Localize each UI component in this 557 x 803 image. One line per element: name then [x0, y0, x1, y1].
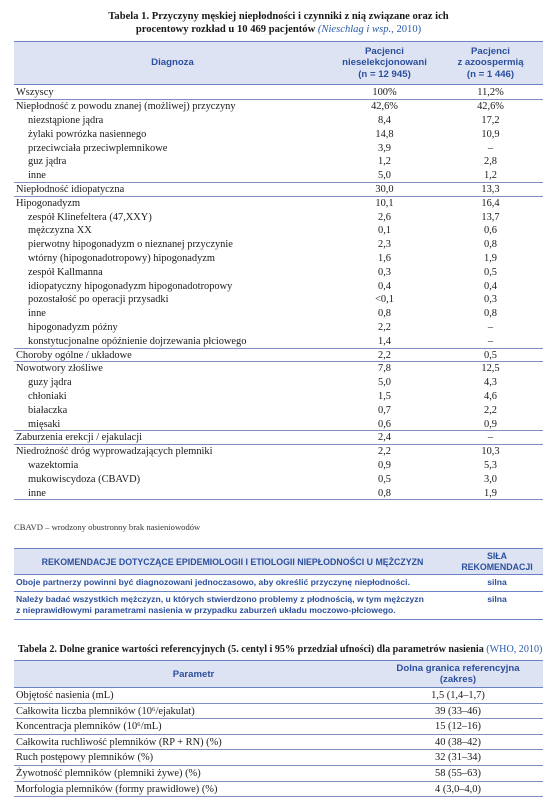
table1-cell-unselected: 0,9: [378, 459, 391, 471]
table1-cell-azoospermia: 0,8: [484, 239, 497, 251]
table1-cell-unselected: 1,6: [378, 252, 391, 264]
recommendation-row: [14, 592, 543, 620]
table1-row: [14, 183, 543, 197]
table1-cell-azoospermia: 1,9: [484, 487, 497, 499]
table1-cell-unselected: 3,9: [378, 142, 391, 154]
table1-row: [14, 155, 543, 169]
table1-cell-azoospermia: 0,3: [484, 294, 497, 306]
table1-cell-unselected: 0,6: [378, 418, 391, 430]
table1-cell-diagnosis: mukowiscydoza (CBAVD): [28, 473, 141, 485]
table1-cell-unselected: 0,1: [378, 225, 391, 237]
table1-cell-unselected: 0,4: [378, 280, 391, 292]
table2-row: [14, 782, 543, 798]
table1-cell-azoospermia: 10,3: [481, 446, 500, 458]
table1-row: [14, 390, 543, 404]
table1-row: [14, 418, 543, 432]
table1: [14, 41, 543, 500]
table1-cell-azoospermia: 11,2%: [477, 87, 504, 98]
table1-header-azoospermia: Pacjenci z azoospermią (n = 1 446): [457, 45, 524, 80]
table1-row: [14, 266, 543, 280]
table1-header-diagnosis: Diagnoza: [151, 57, 194, 69]
table1-cell-unselected: <0,1: [375, 294, 394, 306]
table2-body: [14, 688, 543, 797]
table1-cell-unselected: 0,7: [378, 404, 391, 416]
table2-row: [14, 735, 543, 751]
table2-row: [14, 719, 543, 735]
table1-cell-azoospermia: 13,7: [481, 211, 500, 223]
table1-cell-diagnosis: Wszyscy: [16, 87, 54, 98]
table1-row: [14, 307, 543, 321]
table1-row: [14, 128, 543, 142]
recommendation-text: Oboje partnerzy powinni być diagnozowani jednoczasowo, aby określić przyczynę niepłodności.: [16, 577, 410, 587]
table1-row: [14, 197, 543, 211]
table1-row: [14, 487, 543, 501]
table1-cell-unselected: 2,4: [378, 432, 391, 444]
table1-cell-diagnosis: inne: [28, 170, 46, 182]
table2-cell-limit: 40 (38–42): [435, 736, 481, 748]
table2-cell-parameter: Całkowita liczba plemników (10⁶/ejakulat): [16, 705, 195, 717]
table1-cell-diagnosis: inne: [28, 308, 46, 320]
table1-cell-azoospermia: 0,5: [484, 349, 497, 361]
table1-cell-azoospermia: 3,0: [484, 473, 497, 485]
table1-cell-unselected: 100%: [372, 87, 397, 98]
table1-cell-unselected: 2,2: [378, 349, 391, 361]
table1-cell-azoospermia: 5,3: [484, 459, 497, 471]
table1-title: [40, 10, 517, 36]
recommendations-table: [14, 548, 543, 620]
table1-cell-azoospermia: 42,6%: [477, 101, 504, 113]
recommendations-header-strength: SIŁA REKOMENDACJI: [461, 551, 533, 572]
table1-row: [14, 280, 543, 294]
table2-cell-parameter: Koncentracja plemników (10⁶/mL): [16, 721, 162, 733]
table1-cell-diagnosis: Zaburzenia erekcji / ejakulacji: [16, 432, 143, 444]
table1-cell-diagnosis: chłoniaki: [28, 390, 67, 402]
table1-cell-azoospermia: 0,6: [484, 225, 497, 237]
table1-cell-azoospermia: 1,9: [484, 252, 497, 264]
table1-cell-azoospermia: 2,2: [484, 404, 497, 416]
table1-cell-diagnosis: mężczyzna XX: [28, 225, 92, 237]
recommendations-header-title: REKOMENDACJE DOTYCZĄCE EPIDEMIOLOGII I ETIOLOGII NIEPŁODNOŚCI U MĘŻCZYZN: [41, 556, 424, 567]
table1-row: [14, 473, 543, 487]
table1-cell-azoospermia: 0,4: [484, 280, 497, 292]
table1-cell-unselected: 7,8: [378, 363, 391, 375]
table2-cell-parameter: Objętość nasienia (mL): [16, 690, 114, 701]
recommendation-row: [14, 575, 543, 592]
table1-row: [14, 335, 543, 349]
table1-cell-azoospermia: 10,9: [481, 128, 500, 140]
table1-cell-diagnosis: guzy jądra: [28, 377, 72, 389]
table1-cell-diagnosis: niezstąpione jądra: [28, 114, 104, 126]
table1-cell-unselected: 42,6%: [371, 101, 398, 113]
table1-cell-diagnosis: Niepłodność z powodu znanej (możliwej) przyczyny: [16, 101, 236, 113]
table1-header: [14, 41, 543, 85]
table1-row: [14, 362, 543, 376]
table1-cell-azoospermia: 4,6: [484, 390, 497, 402]
table1-cell-unselected: 2,3: [378, 239, 391, 251]
table1-row: [14, 169, 543, 183]
table2-row: [14, 750, 543, 766]
table1-title-ref[interactable]: (Nieschlag i wsp.,: [317, 24, 394, 35]
table1-cell-diagnosis: guz jądra: [28, 156, 67, 168]
table1-cell-diagnosis: zespół Klinefeltera (47,XXY): [28, 211, 152, 223]
table1-cell-diagnosis: białaczka: [28, 404, 68, 416]
table1-row: [14, 238, 543, 252]
table2-cell-parameter: Morfologia plemników (formy prawidłowe) (%): [16, 783, 218, 795]
table1-cell-azoospermia: –: [487, 432, 494, 444]
table1-cell-azoospermia: 13,3: [481, 183, 500, 195]
table1-cell-azoospermia: 0,8: [484, 308, 497, 320]
table1-cell-unselected: 1,2: [378, 156, 391, 168]
table1-cell-azoospermia: 16,4: [481, 197, 500, 209]
table1-cell-diagnosis: idiopatyczny hipogonadyzm hipogonadotropowy: [28, 280, 233, 292]
table2-cell-limit: 58 (55–63): [435, 767, 481, 779]
table1-row: [14, 224, 543, 238]
table1-cell-azoospermia: –: [487, 321, 494, 333]
table1-cell-diagnosis: Niedrożność dróg wyprowadzających plemniki: [16, 446, 213, 458]
table2-cell-limit: 4 (3,0–4,0): [435, 783, 481, 795]
table1-cell-azoospermia: 2,8: [484, 156, 497, 168]
recommendations-header: [14, 548, 543, 575]
table1-cell-diagnosis: wtórny (hipogonadotropowy) hipogonadyzm: [28, 252, 216, 264]
table2-header-limit: Dolna granica referencyjna (zakres): [396, 662, 520, 685]
table2-row: [14, 688, 543, 704]
table2-row: [14, 766, 543, 782]
table1-header-unselected: Pacjenci nieselekcjonowani (n = 12 945): [342, 45, 427, 80]
table1-cell-diagnosis: inne: [28, 487, 46, 499]
table1-cell-azoospermia: 17,2: [481, 114, 500, 126]
table1-row: [14, 114, 543, 128]
table1-cell-diagnosis: mięsaki: [28, 418, 61, 430]
table1-cell-diagnosis: zespół Kallmanna: [28, 266, 103, 278]
table1-title-line2: procentowy rozkład u 10 469 pacjentów (Nieschlag i wsp., 2010): [135, 24, 422, 35]
table1-cell-unselected: 0,8: [378, 308, 391, 320]
recommendation-strength: silna: [487, 594, 507, 604]
table1-cell-unselected: 2,6: [378, 211, 391, 223]
table1-row: [14, 85, 543, 100]
table1-row: [14, 293, 543, 307]
table1-row: [14, 252, 543, 266]
table1-row: [14, 404, 543, 418]
table1-cell-unselected: 2,2: [378, 321, 391, 333]
table2-header-parameter: Parametr: [172, 668, 215, 680]
table1-cell-diagnosis: Hipogonadyzm: [16, 197, 81, 209]
table1-cell-azoospermia: 12,5: [481, 363, 500, 375]
table1-cell-diagnosis: wazektomia: [28, 459, 79, 471]
table1-row: [14, 445, 543, 459]
table1-cell-unselected: 14,8: [375, 128, 394, 140]
table1-row: [14, 142, 543, 156]
table1-cell-azoospermia: 1,2: [484, 170, 497, 182]
table2: [14, 660, 543, 797]
table1-cell-unselected: 1,4: [378, 335, 391, 347]
table1-title-line1: Tabela 1. Przyczyny męskiej niepłodności i czynniki z nią związane oraz ich: [108, 11, 449, 22]
table1-cell-unselected: 5,0: [378, 377, 391, 389]
table1-cell-azoospermia: 0,9: [484, 418, 497, 430]
table1-cell-unselected: 30,0: [375, 183, 394, 195]
table2-cell-limit: 32 (31–34): [435, 752, 481, 764]
table2-title-ref[interactable]: (WHO, 2010): [486, 644, 543, 655]
table1-footnote: CBAVD – wrodzony obustronny brak nasieniowodów: [14, 522, 201, 532]
table1-body: [14, 85, 543, 500]
recommendation-text: Należy badać wszystkich mężczyzn, u których stwierdzono problemy z płodnością, w tym mężczyzn z nieprawidłowymi parametrami nasienia w przypadku zaburzeń układu moczowo-płciowego.: [16, 594, 424, 615]
table2-header: [14, 660, 543, 688]
table2-title: Tabela 2. Dolne granice wartości referencyjnych (5. centyl i 95% przedział ufności) dla parametrów nasienia (WHO, 2010): [18, 644, 543, 655]
table2-row: [14, 704, 543, 720]
table1-cell-unselected: 10,1: [375, 197, 394, 209]
table1-cell-unselected: 1,5: [378, 390, 391, 402]
table2-cell-parameter: Całkowita ruchliwość plemników (RP + RN) (%): [16, 736, 222, 748]
table1-cell-diagnosis: pozostałość po operacji przysadki: [28, 294, 169, 306]
table2-cell-limit: 39 (33–46): [435, 705, 481, 717]
table2-cell-limit: 1,5 (1,4–1,7): [431, 690, 485, 701]
table1-row: [14, 376, 543, 390]
table1-row: [14, 211, 543, 225]
table1-cell-azoospermia: –: [487, 142, 494, 154]
table1-cell-diagnosis: konstytucjonalne opóźnienie dojrzewania płciowego: [28, 335, 247, 347]
table1-cell-diagnosis: pierwotny hipogonadyzm o nieznanej przyczynie: [28, 239, 233, 251]
table1-cell-unselected: 8,4: [378, 114, 391, 126]
table2-cell-parameter: Ruch postępowy plemników (%): [16, 752, 154, 764]
table1-cell-azoospermia: 4,3: [484, 377, 497, 389]
table1-cell-diagnosis: Nowotwory złośliwe: [16, 363, 103, 375]
table1-cell-diagnosis: hipogonadyzm późny: [28, 321, 118, 333]
table1-title-ref-year[interactable]: 2010): [396, 24, 422, 35]
table1-cell-unselected: 2,2: [378, 446, 391, 458]
table1-cell-unselected: 0,5: [378, 473, 391, 485]
table2-cell-limit: 15 (12–16): [435, 721, 481, 733]
table1-row: [14, 100, 543, 114]
table1-cell-unselected: 0,8: [378, 487, 391, 499]
table1-row: [14, 459, 543, 473]
table1-cell-azoospermia: –: [487, 335, 494, 347]
table1-cell-azoospermia: 0,5: [484, 266, 497, 278]
table1-cell-diagnosis: przeciwciała przeciwplemnikowe: [28, 142, 168, 154]
table1-cell-diagnosis: Choroby ogólne / układowe: [16, 349, 132, 361]
table1-cell-diagnosis: żylaki powrózka nasiennego: [28, 128, 147, 140]
table1-row: [14, 349, 543, 363]
table1-cell-unselected: 0,3: [378, 266, 391, 278]
table1-cell-unselected: 5,0: [378, 170, 391, 182]
table1-cell-diagnosis: Niepłodność idiopatyczna: [16, 183, 125, 195]
recommendation-strength: silna: [487, 577, 507, 587]
table1-row: [14, 321, 543, 335]
table1-row: [14, 431, 543, 445]
table2-cell-parameter: Żywotność plemników (plemniki żywe) (%): [16, 767, 201, 779]
